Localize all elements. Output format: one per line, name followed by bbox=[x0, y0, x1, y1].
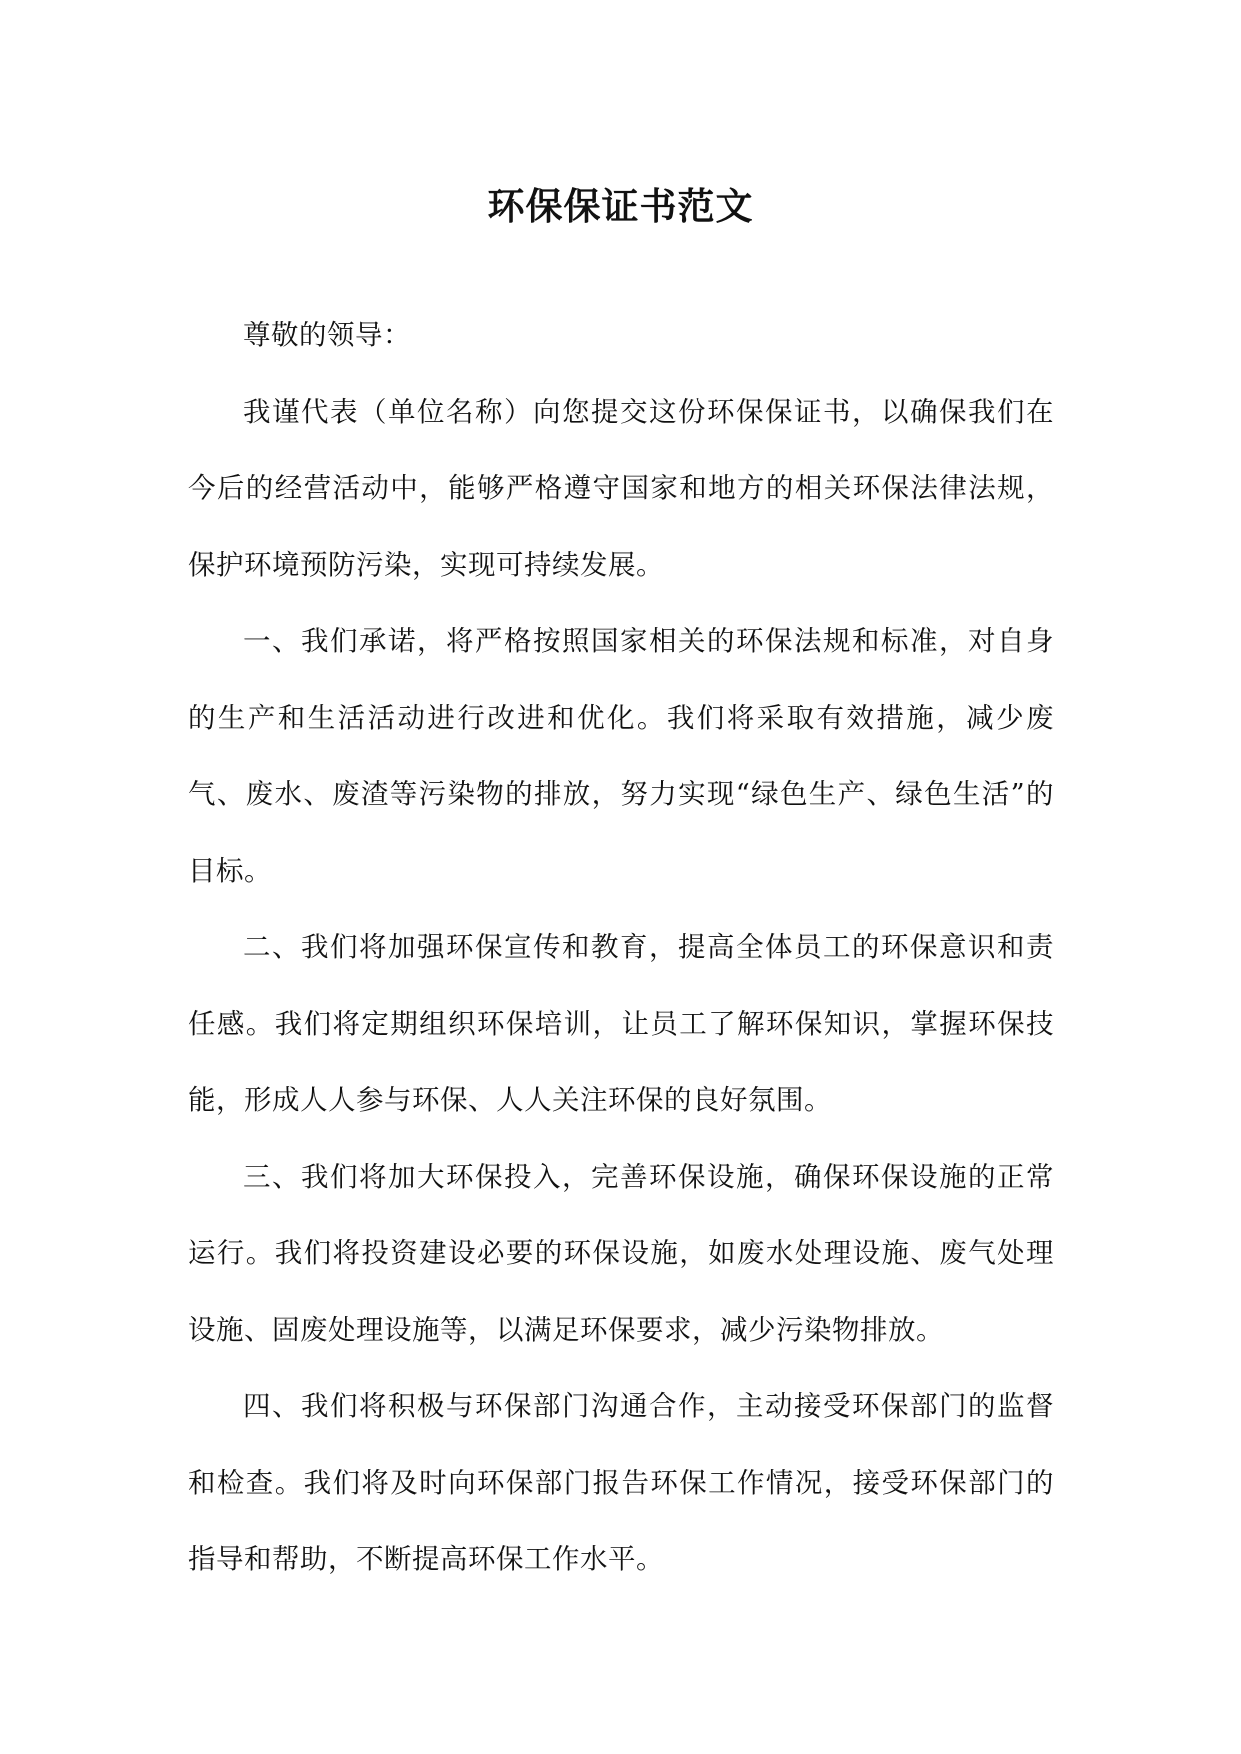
paragraph-commitment-1: 一、我们承诺，将严格按照国家相关的环保法规和标准，对自身的生产和生活活动进行改进和优化。我们将采取有效措施，减少废气、废水、废渣等污染物的排放，努力实现“绿色生产、绿色生活”的目标。 bbox=[188, 625, 1054, 887]
paragraph-intro: 我谨代表（单位名称）向您提交这份环保保证书，以确保我们在今后的经营活动中，能够严格遵守国家和地方的相关环保法律法规，保护环境预防污染，实现可持续发展。 bbox=[188, 395, 1054, 581]
document-title: 环保保证书范文 bbox=[487, 184, 754, 228]
paragraph-commitment-2: 二、我们将加强环保宣传和教育，提高全体员工的环保意识和责任感。我们将定期组织环保培训，让员工了解环保知识，掌握环保技能，形成人人参与环保、人人关注环保的良好氛围。 bbox=[188, 931, 1054, 1116]
paragraph-commitment-3: 三、我们将加大环保投入，完善环保设施，确保环保设施的正常运行。我们将投资建设必要的环保设施，如废水处理设施、废气处理设施、固废处理设施等，以满足环保要求，减少污染物排放。 bbox=[188, 1160, 1054, 1346]
salutation: 尊敬的领导： bbox=[243, 319, 411, 351]
paragraph-commitment-4: 四、我们将积极与环保部门沟通合作，主动接受环保部门的监督和检查。我们将及时向环保部门报告环保工作情况，接受环保部门的指导和帮助，不断提高环保工作水平。 bbox=[188, 1390, 1054, 1575]
document-body bbox=[188, 297, 1054, 1598]
